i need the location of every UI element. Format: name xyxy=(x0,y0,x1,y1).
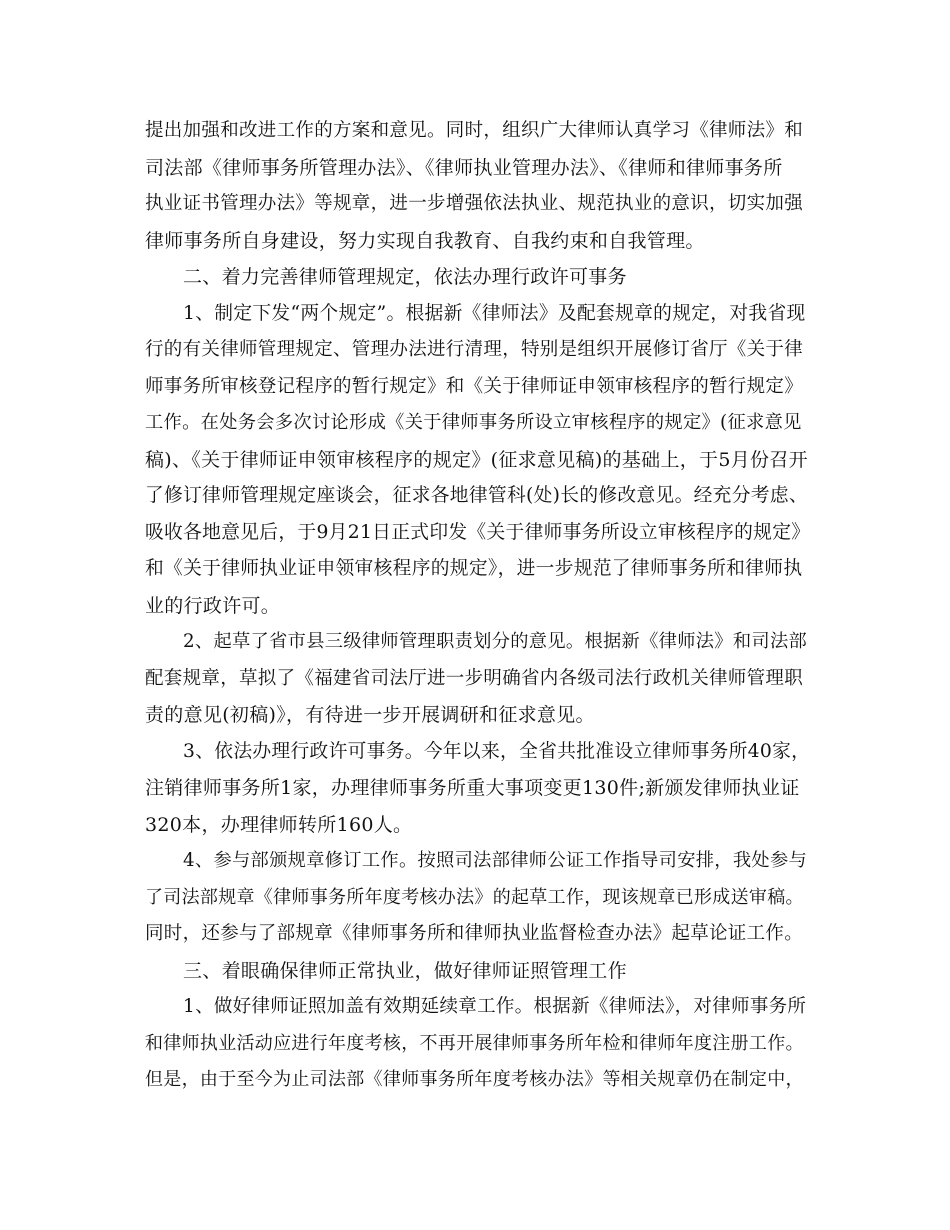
text-line: 司法部《律师事务所管理办法》、《律师执业管理办法》、《律师和律师事务所 xyxy=(145,156,783,179)
text-line: 4、参与部颁规章修订工作。按照司法部律师公证工作指导司安排，我处参与 xyxy=(183,850,808,871)
text-line: 提出加强和改进工作的方案和意见。同时，组织广大律师认真学习《律师法》和 xyxy=(145,120,804,141)
text-line: 律师事务所自身建设，努力实现自我教育、自我约束和自我管理。 xyxy=(145,229,705,252)
text-line: 责的意见(初稿)》，有待进一步开展调研和征求意见。 xyxy=(145,704,595,726)
text-line: 和律师执业活动应进行年度考核，不再开展律师事务所年检和律师年度注册工作。 xyxy=(145,1032,804,1054)
text-line: 但是，由于至今为止司法部《律师事务所年度考核办法》等相关规章仍在制定中， xyxy=(145,1069,804,1090)
text-line: 三、着眼确保律师正常执业，做好律师证照管理工作 xyxy=(183,959,627,982)
text-line: 执业证书管理办法》等规章，进一步增强依法执业、规范执业的意识，切实加强 xyxy=(145,193,804,214)
text-line: 工作。在处务会多次讨论形成《关于律师事务所设立审核程序的规定》(征求意见 xyxy=(145,412,802,433)
text-line: 了司法部规章《律师事务所年度考核办法》的起草工作，现该规章已形成送审稿。 xyxy=(145,886,804,908)
text-line: 3、依法办理行政许可事务。今年以来，全省共批准设立律师事务所40家， xyxy=(183,740,811,762)
text-line: 业的行政许可。 xyxy=(145,594,281,617)
text-line: 1、制定下发“两个规定”。根据新《律师法》及配套规章的规定，对我省现 xyxy=(183,302,806,324)
text-line: 二、着力完善律师管理规定，依法办理行政许可事务 xyxy=(183,266,627,288)
text-line: 和《关于律师执业证申领审核程序的规定》，进一步规范了律师事务所和律师执 xyxy=(145,558,803,579)
text-line: 稿)、《关于律师证申领审核程序的规定》(征求意见稿)的基础上，于5月份召开 xyxy=(145,448,808,471)
text-line: 吸收各地意见后，于9月21日正式印发《关于律师事务所设立审核程序的规定》 xyxy=(145,521,811,543)
text-line: 师事务所审核登记程序的暂行规定》和《关于律师证申领审核程序的暂行规定》 xyxy=(145,375,804,397)
text-line: 行的有关律师管理规定、管理办法进行清理，特别是组织开展修订省厅《关于律 xyxy=(145,339,804,360)
document-body xyxy=(145,113,810,1099)
text-line: 了修订律师管理规定座谈会，征求各地律管科(处)长的修改意见。经充分考虑、 xyxy=(145,485,808,506)
text-line: 注销律师事务所1家，办理律师事务所重大事项变更130件;新颁发律师执业证 xyxy=(145,777,800,799)
text-line: 1、做好律师证照加盖有效期延续章工作。根据新《律师法》，对律师事务所 xyxy=(183,996,807,1017)
text-line: 配套规章，草拟了《福建省司法厅进一步明确省内各级司法行政机关律师管理职 xyxy=(145,667,804,689)
text-line: 2、起草了省市县三级律师管理职责划分的意见。根据新《律师法》和司法部 xyxy=(183,631,808,652)
text-line: 同时，还参与了部规章《律师事务所和律师执业监督检查办法》起草论证工作。 xyxy=(145,923,804,944)
text-line: 320本，办理律师转所160人。 xyxy=(145,813,413,836)
